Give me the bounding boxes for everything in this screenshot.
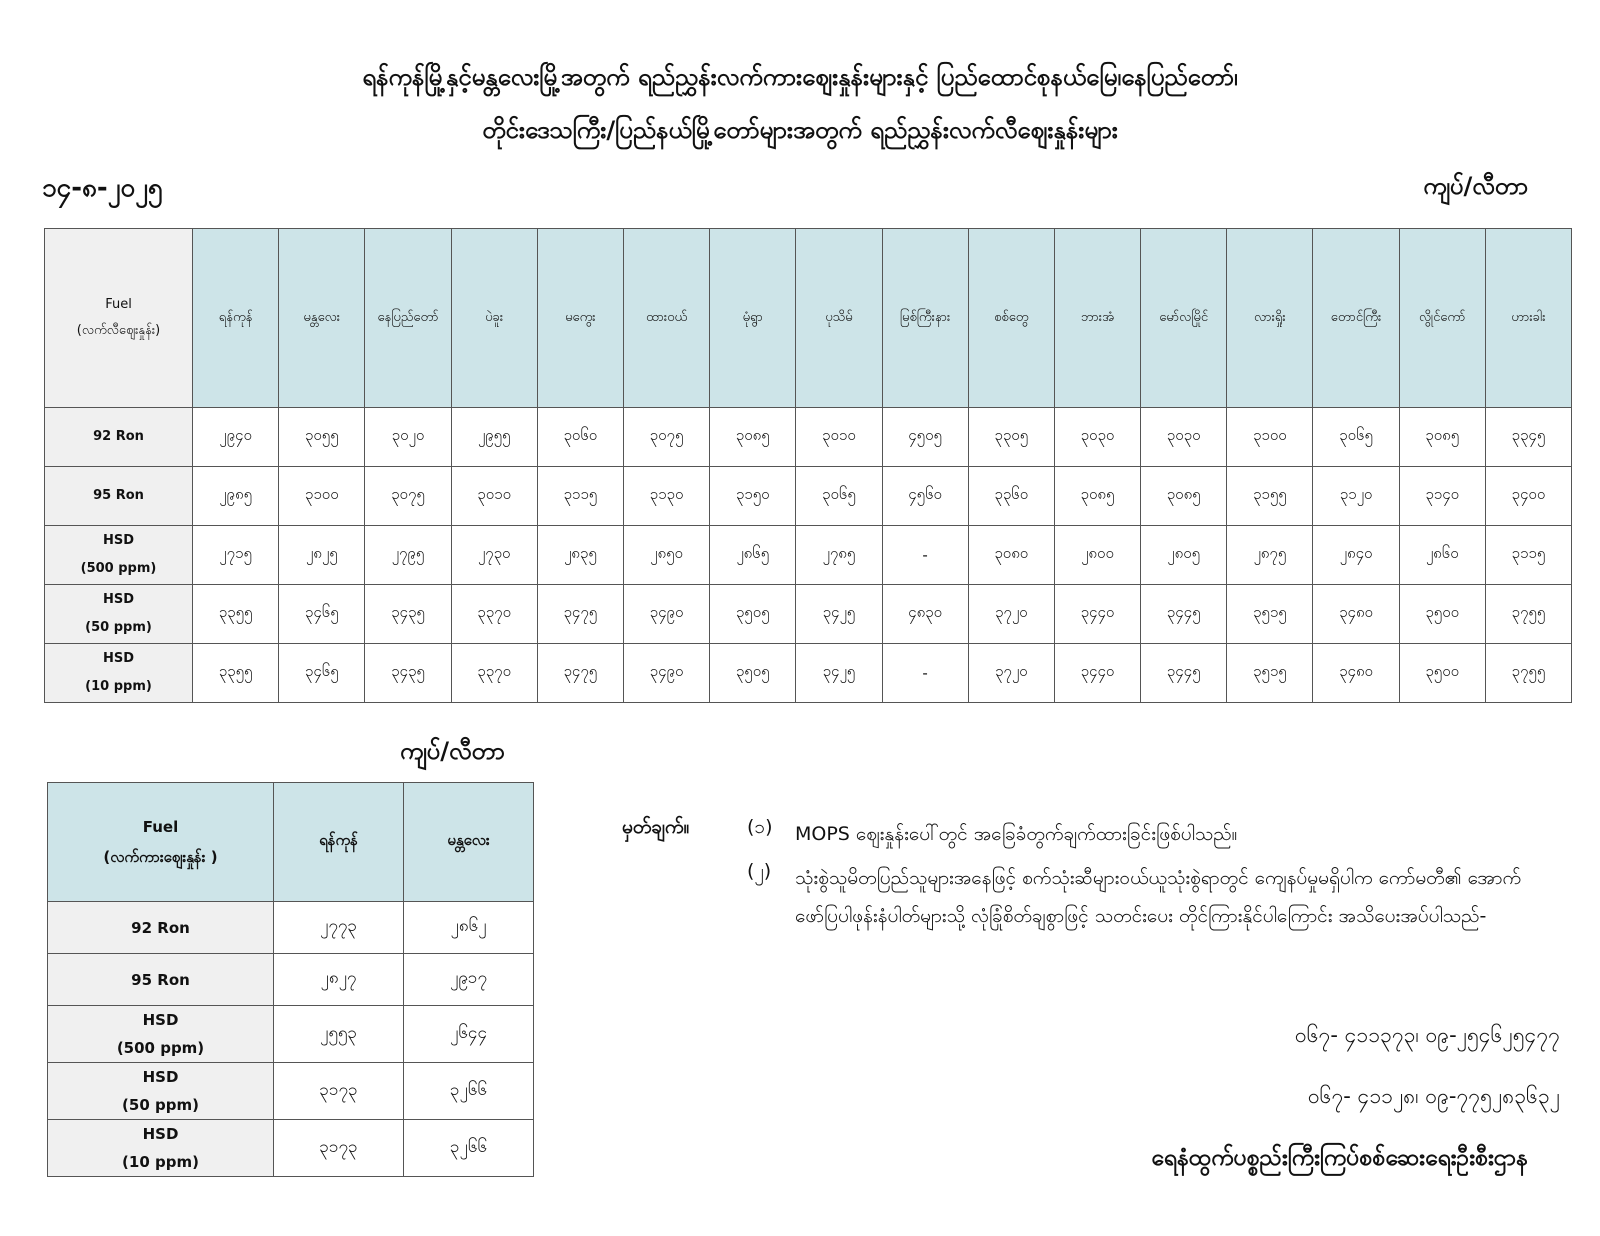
city-header: ပဲခူး bbox=[451, 229, 537, 408]
price-cell: ၃၃၇၀ bbox=[451, 644, 537, 703]
price-cell: ၃၀၈၅ bbox=[1141, 467, 1227, 526]
price-cell: ၃၀၅၅ bbox=[279, 408, 365, 467]
fuel-header-text: (လက်ကားဈေးနှုန်း ) bbox=[103, 848, 218, 866]
phone-line: ၀၆၇- ၄၁၁၃၇၃၊ ၀၉-၂၅၄၆၂၅၄၇၇ bbox=[1294, 1023, 1560, 1047]
price-cell: ၂၉၅၅ bbox=[451, 408, 537, 467]
price-cell: ၃၄၃၅ bbox=[365, 644, 451, 703]
city-header: မကွေး bbox=[537, 229, 623, 408]
price-cell: ၂၇၃၀ bbox=[451, 526, 537, 585]
fuel-type-cell bbox=[48, 1063, 274, 1120]
price-cell: ၂၈၃၅ bbox=[537, 526, 623, 585]
price-cell: ၃၇၂၀ bbox=[968, 644, 1054, 703]
title-line-1: ရန်ကုန်မြို့နှင့်မန္တလေးမြို့အတွက် ရည်ညွှန်းလက်ကားဈေးနှုန်းများနှင့် ပြည်ထောင်စုနယ်မြေ၊နေပြည်တော်၊ bbox=[362, 63, 1238, 91]
fuel-type-cell bbox=[45, 644, 193, 703]
price-cell: ၃၀၈၅ bbox=[710, 408, 796, 467]
price-cell: - bbox=[882, 526, 968, 585]
city-header: မန္တလေး bbox=[404, 783, 534, 902]
fuel-type-text: 92 Ron bbox=[93, 429, 144, 444]
price-cell: ၃၁၄၀ bbox=[1399, 467, 1485, 526]
price-cell: ၂၈၀၅ bbox=[1141, 526, 1227, 585]
price-cell: ၃၄၉၀ bbox=[623, 585, 709, 644]
fuel-type-text: HSD bbox=[142, 1011, 179, 1029]
price-cell: ၂၈၀၀ bbox=[1054, 526, 1140, 585]
city-header: မြစ်ကြီးနား bbox=[882, 229, 968, 408]
table-row bbox=[45, 644, 1572, 703]
price-cell: ၃၁၅၀ bbox=[710, 467, 796, 526]
fuel-type-cell bbox=[48, 902, 274, 954]
city-header: ရန်ကုန် bbox=[274, 783, 404, 902]
price-cell: ၃၇၅၅ bbox=[1485, 644, 1571, 703]
city-header: မုံရွာ bbox=[710, 229, 796, 408]
price-cell: ၂၈၅၀ bbox=[623, 526, 709, 585]
fuel-header-text: (လက်လီဈေးနှုန်း) bbox=[76, 323, 161, 338]
price-cell: ၂၈၂၇ bbox=[274, 954, 404, 1006]
fuel-column-header bbox=[45, 229, 193, 408]
price-cell: ၃၄၈၀ bbox=[1313, 585, 1399, 644]
fuel-type-text: (50 ppm) bbox=[85, 620, 152, 635]
city-header: ဟားခါး bbox=[1485, 229, 1571, 408]
price-cell: ၃၃၅၅ bbox=[193, 644, 279, 703]
fuel-type-cell bbox=[45, 467, 193, 526]
fuel-type-cell bbox=[45, 585, 193, 644]
wholesale-price-table bbox=[47, 782, 534, 1177]
fuel-type-text: (10 ppm) bbox=[85, 679, 152, 694]
price-cell: ၃၄၇၅ bbox=[537, 644, 623, 703]
city-header: ပုသိမ် bbox=[796, 229, 882, 408]
price-cell: ၂၈၆၂ bbox=[404, 902, 534, 954]
price-cell: ၃၅၁၅ bbox=[1227, 644, 1313, 703]
city-header: ထားဝယ် bbox=[623, 229, 709, 408]
fuel-type-text: HSD bbox=[102, 651, 135, 666]
price-cell: ၄၅၀၅ bbox=[882, 408, 968, 467]
fuel-type-text: (10 ppm) bbox=[122, 1153, 199, 1171]
table-row bbox=[48, 1063, 534, 1120]
price-cell: ၃၄၇၅ bbox=[537, 585, 623, 644]
table-row bbox=[48, 1120, 534, 1177]
fuel-type-cell bbox=[48, 1006, 274, 1063]
price-cell: ၂၉၁၇ bbox=[404, 954, 534, 1006]
fuel-type-cell bbox=[48, 1120, 274, 1177]
price-cell: ၃၄၄၀ bbox=[1054, 644, 1140, 703]
city-header: မန္တလေး bbox=[279, 229, 365, 408]
fuel-type-text: (500 ppm) bbox=[116, 1039, 205, 1057]
price-cell: ၂၇၈၅ bbox=[796, 526, 882, 585]
price-cell: ၃၁၃၀ bbox=[623, 467, 709, 526]
table-row bbox=[45, 408, 1572, 467]
city-header: ရန်ကုန် bbox=[193, 229, 279, 408]
fuel-type-cell bbox=[45, 408, 193, 467]
note-text: သုံးစွဲသူမိတပြည်သူများအနေဖြင့် စက်သုံးဆီများဝယ်ယူသုံးစွဲရာတွင် ကျေနပ်မှုမရှိပါက ကော်မတီ၏ အောက်ဖော်ပြပါဖုန်းနံပါတ်များသို့ လုံခြုံစိတ်ချစွာဖြင့် သတင်းပေး တိုင်ကြားနိုင်ပါကြောင်း အသိပေးအပ်ပါသည်- bbox=[795, 867, 1522, 927]
note-text: MOPS ဈေးနှုန်းပေါ်တွင် အခြေခံတွက်ချက်ထားခြင်းဖြစ်ပါသည်။ bbox=[795, 823, 1238, 845]
table-row bbox=[48, 954, 534, 1006]
price-cell: ၃၀၃၀ bbox=[1141, 408, 1227, 467]
table-header-row bbox=[48, 783, 534, 902]
price-cell: ၃၀၁၀ bbox=[451, 467, 537, 526]
price-cell: ၂၆၄၄ bbox=[404, 1006, 534, 1063]
fuel-header-text: Fuel bbox=[105, 297, 132, 312]
fuel-type-text: 92 Ron bbox=[131, 918, 190, 937]
price-cell: ၃၄၂၅ bbox=[796, 644, 882, 703]
price-cell: ၃၀၈၅ bbox=[1054, 467, 1140, 526]
price-cell: ၃၁၁၅ bbox=[1485, 526, 1571, 585]
price-cell: ၃၁၀၀ bbox=[279, 467, 365, 526]
price-cell: ၂၇၇၃ bbox=[274, 902, 404, 954]
phone-line: ၀၆၇- ၄၁၁၂၈၊ ၀၉-၇၇၅၂၈၃၆၃၂ bbox=[1307, 1084, 1560, 1108]
price-cell: ၃၄၃၅ bbox=[365, 585, 451, 644]
city-header: လွိုင်ကော် bbox=[1399, 229, 1485, 408]
price-cell: ၃၁၀၀ bbox=[1227, 408, 1313, 467]
price-cell: ၂၉၈၅ bbox=[193, 467, 279, 526]
price-cell: ၃၀၃၀ bbox=[1054, 408, 1140, 467]
price-cell: ၃၂၆၆ bbox=[404, 1063, 534, 1120]
price-cell: ၃၇၅၅ bbox=[1485, 585, 1571, 644]
date: ၁၄-၈-၂၀၂၅ bbox=[42, 173, 163, 203]
price-cell: ၃၁၅၅ bbox=[1227, 467, 1313, 526]
price-cell: ၃၄၄၅ bbox=[1141, 585, 1227, 644]
department-name: ရေနံထွက်ပစ္စည်းကြီးကြပ်စစ်ဆေးရေးဦးစီးဌာန bbox=[1151, 1145, 1528, 1171]
city-header: တောင်ကြီး bbox=[1313, 229, 1399, 408]
price-cell: ၂၅၅၃ bbox=[274, 1006, 404, 1063]
price-cell: ၃၅၀၅ bbox=[710, 585, 796, 644]
price-cell: ၃၀၇၅ bbox=[623, 408, 709, 467]
price-cell: ၃၀၆၅ bbox=[1313, 408, 1399, 467]
table-row bbox=[48, 902, 534, 954]
city-header: နေပြည်တော် bbox=[365, 229, 451, 408]
price-cell: ၃၀၂၀ bbox=[365, 408, 451, 467]
fuel-type-cell bbox=[48, 954, 274, 1006]
price-cell: ၃၀၆၅ bbox=[796, 467, 882, 526]
fuel-type-text: HSD bbox=[102, 592, 135, 607]
price-cell: ၂၈၂၅ bbox=[279, 526, 365, 585]
fuel-type-text: 95 Ron bbox=[93, 488, 144, 503]
price-cell: ၃၃၇၀ bbox=[451, 585, 537, 644]
price-cell: ၄၈၃၀ bbox=[882, 585, 968, 644]
price-cell: ၃၁၂၀ bbox=[1313, 467, 1399, 526]
price-cell: ၃၀၆၀ bbox=[537, 408, 623, 467]
fuel-type-text: (500 ppm) bbox=[80, 561, 157, 576]
note-number: (၁) bbox=[747, 816, 773, 838]
price-cell: ၃၁၇၃ bbox=[274, 1063, 404, 1120]
price-cell: ၃၁၁၅ bbox=[537, 467, 623, 526]
fuel-type-text: HSD bbox=[142, 1068, 179, 1086]
fuel-type-cell bbox=[45, 526, 193, 585]
price-cell: ၃၄၂၅ bbox=[796, 585, 882, 644]
price-cell: ၃၀၈၅ bbox=[1399, 408, 1485, 467]
price-cell: ၃၃၆၀ bbox=[968, 467, 1054, 526]
price-cell: ၂၉၄၀ bbox=[193, 408, 279, 467]
table-header-row bbox=[45, 229, 1572, 408]
price-cell: - bbox=[882, 644, 968, 703]
price-cell: ၂၇၉၅ bbox=[365, 526, 451, 585]
price-cell: ၃၅၁၅ bbox=[1227, 585, 1313, 644]
fuel-type-text: (50 ppm) bbox=[122, 1096, 199, 1114]
price-cell: ၃၇၂၀ bbox=[968, 585, 1054, 644]
price-cell: ၃၃၀၅ bbox=[968, 408, 1054, 467]
price-cell: ၃၅၀၀ bbox=[1399, 585, 1485, 644]
table-row bbox=[45, 526, 1572, 585]
retail-price-table bbox=[44, 228, 1572, 703]
notes-label: မှတ်ချက်။ bbox=[622, 816, 690, 838]
fuel-type-text: 95 Ron bbox=[131, 970, 190, 989]
price-cell: ၂၈၆၀ bbox=[1399, 526, 1485, 585]
price-cell: ၃၄၆၅ bbox=[279, 644, 365, 703]
city-header: ဘားအံ bbox=[1054, 229, 1140, 408]
fuel-header-text: Fuel bbox=[142, 818, 179, 836]
title-line-2: တိုင်းဒေသကြီး/ပြည်နယ်မြို့တော်များအတွက် ရည်ညွှန်းလက်လီဈေးနှုန်းများ bbox=[482, 116, 1118, 144]
price-cell: ၃၅၀၀ bbox=[1399, 644, 1485, 703]
price-cell: ၃၄၄၅ bbox=[1141, 644, 1227, 703]
price-cell: ၃၀၈၀ bbox=[968, 526, 1054, 585]
city-header: လားရှိုး bbox=[1227, 229, 1313, 408]
city-header: စစ်တွေ bbox=[968, 229, 1054, 408]
note-number: (၂) bbox=[747, 860, 772, 882]
table-row bbox=[48, 1006, 534, 1063]
price-cell: ၃၄၆၅ bbox=[279, 585, 365, 644]
price-cell: ၃၀၇၅ bbox=[365, 467, 451, 526]
city-header: မော်လမြိုင် bbox=[1141, 229, 1227, 408]
price-cell: ၃၃၅၅ bbox=[193, 585, 279, 644]
price-cell: ၃၄၉၀ bbox=[623, 644, 709, 703]
price-cell: ၃၂၆၆ bbox=[404, 1120, 534, 1177]
fuel-column-header bbox=[48, 783, 274, 902]
table-row bbox=[45, 585, 1572, 644]
unit-label: ကျပ်/လီတာ bbox=[1423, 172, 1528, 200]
price-cell: ၂၈၇၅ bbox=[1227, 526, 1313, 585]
price-cell: ၄၅၆၀ bbox=[882, 467, 968, 526]
table-row bbox=[45, 467, 1572, 526]
price-cell: ၃၄၄၀ bbox=[1054, 585, 1140, 644]
price-cell: ၂၈၄၀ bbox=[1313, 526, 1399, 585]
fuel-type-text: HSD bbox=[102, 533, 135, 548]
price-cell: ၃၁၇၃ bbox=[274, 1120, 404, 1177]
wholesale-unit-label: ကျပ်/လီတာ bbox=[400, 737, 505, 765]
price-cell: ၃၄၈၀ bbox=[1313, 644, 1399, 703]
price-cell: ၃၀၁၀ bbox=[796, 408, 882, 467]
price-cell: ၃၃၄၅ bbox=[1485, 408, 1571, 467]
price-cell: ၂၇၁၅ bbox=[193, 526, 279, 585]
price-cell: ၃၄၀၀ bbox=[1485, 467, 1571, 526]
price-cell: ၃၅၀၅ bbox=[710, 644, 796, 703]
fuel-type-text: HSD bbox=[142, 1125, 179, 1143]
price-cell: ၂၈၆၅ bbox=[710, 526, 796, 585]
